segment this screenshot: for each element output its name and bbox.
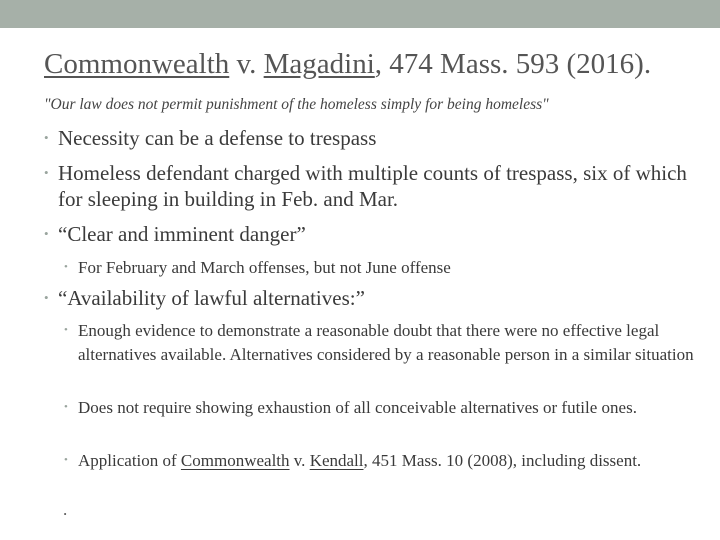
bullet-marker: • <box>64 324 68 336</box>
bullet-lawful-alternatives: • “Availability of lawful alternatives:” <box>44 286 365 310</box>
case-citation: , 474 Mass. 593 (2016). <box>374 48 652 80</box>
subbullet-feb-march-offenses: • For February and March offenses, but not June offense <box>64 256 694 280</box>
bullet-marker: • <box>44 130 49 145</box>
case-name-kendall: Kendall <box>309 451 364 470</box>
case-name-magadini: Magadini <box>263 48 375 80</box>
bullet-clear-imminent-danger: • “Clear and imminent danger” <box>44 222 306 246</box>
subbullet-kendall-application: • Application of Commonwealth v. Kendall, 451 Mass. 10 (2008), including dissent. <box>64 449 694 473</box>
bullet-marker: • <box>44 165 49 180</box>
case-quote: "Our law does not permit punishment of the homeless simply for being homeless" <box>44 96 549 113</box>
case-name-commonwealth: Commonwealth <box>180 451 290 470</box>
subbullet-exhaustion: • Does not require showing exhaustion of all conceivable alternatives or futile ones. <box>64 396 694 420</box>
subbullet-reasonable-doubt: • Enough evidence to demonstrate a reasonable doubt that there were no effective legal alternatives available. Alternatives considered by a reasonable person in a similar situation <box>64 321 694 364</box>
bullet-homeless-defendant: • Homeless defendant charged with multiple counts of trespass, six of which for sleeping in building in Feb. and Mar. <box>44 161 687 211</box>
bullet-marker: • <box>44 226 49 241</box>
bullet-necessity: • Necessity can be a defense to trespass <box>44 126 377 150</box>
top-accent-bar <box>0 0 720 28</box>
case-name-commonwealth: Commonwealth <box>44 48 230 80</box>
bullet-marker: • <box>64 401 68 413</box>
slide-title: Commonwealth v. Magadini, 474 Mass. 593 (2016). <box>44 48 652 80</box>
bullet-marker: • <box>44 290 49 305</box>
trailing-period: . <box>63 500 68 519</box>
bullet-marker: • <box>64 454 68 466</box>
bullet-marker: • <box>64 261 68 273</box>
